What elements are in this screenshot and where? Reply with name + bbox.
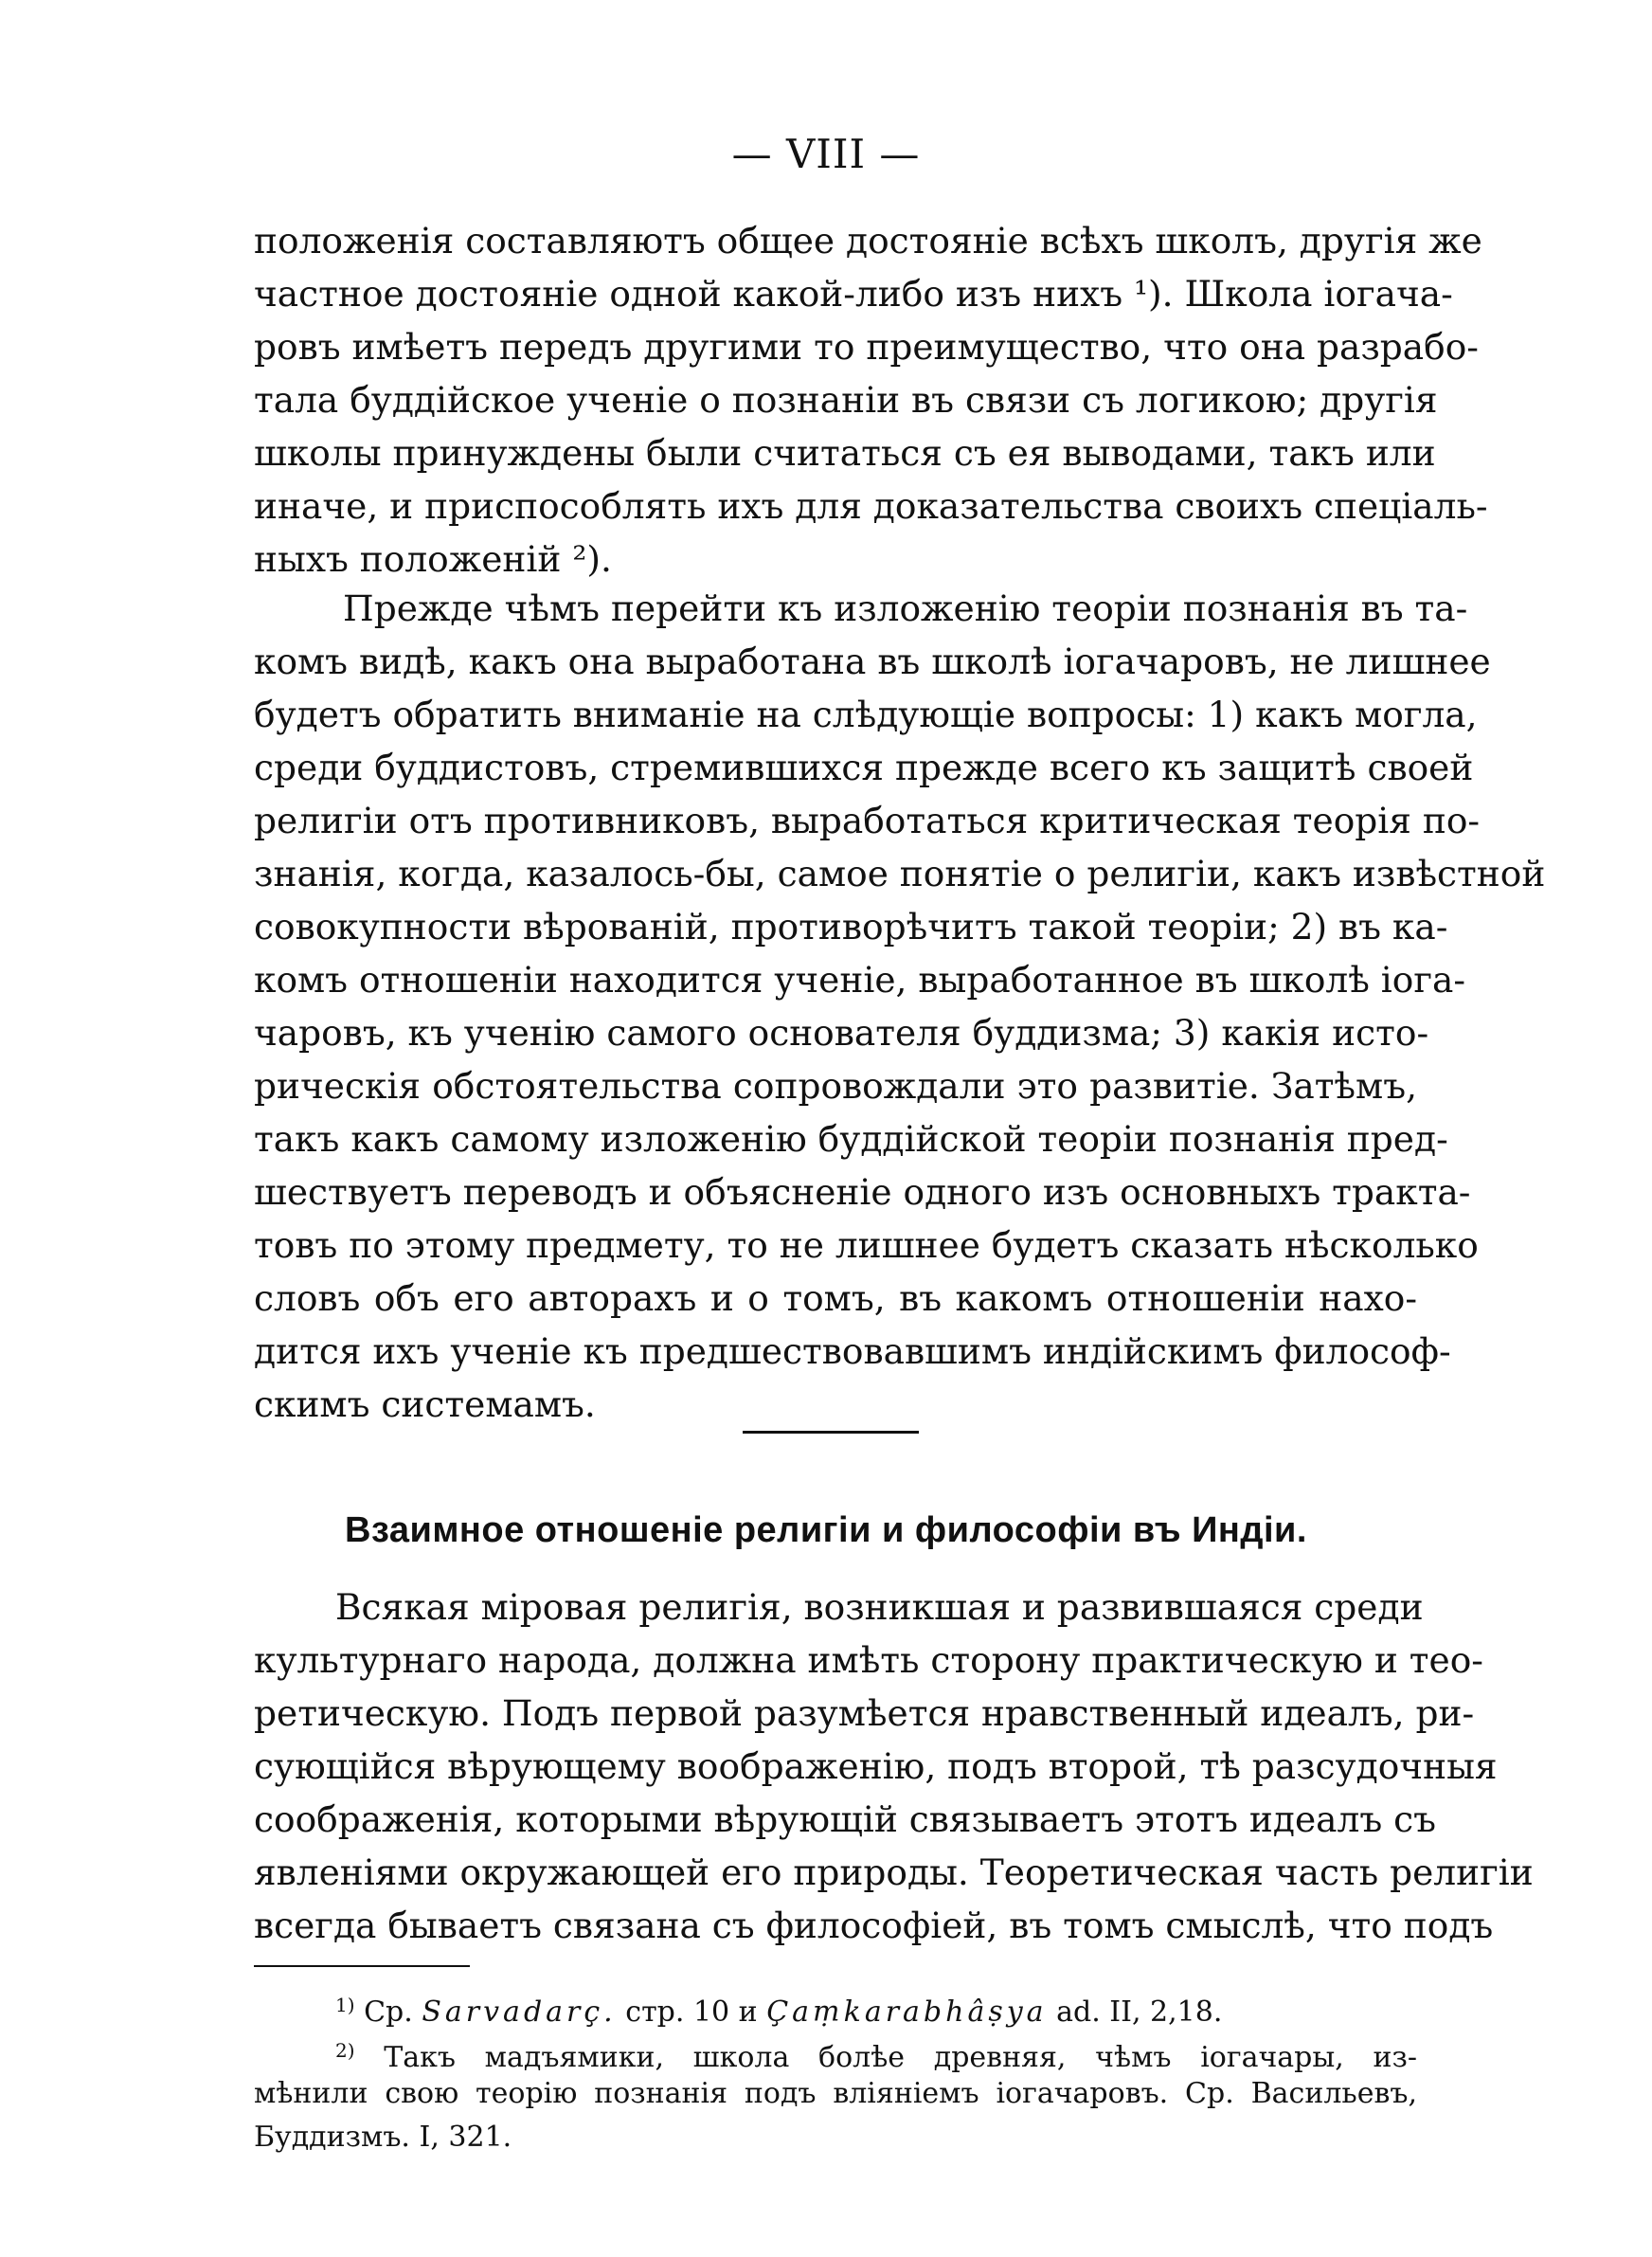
text-line: знанія, когда, казалось-бы, самое понятіе о религіи, какъ извѣстной — [254, 853, 1546, 894]
text-line: словъ объ его авторахъ и о томъ, въ какомъ отношеніи нахо- — [254, 1277, 1417, 1319]
text-line: ретическую. Подъ первой разумѣется нравственный идеалъ, ри- — [254, 1692, 1475, 1734]
footnote-2-line: Буддизмъ. I, 321. — [254, 2121, 512, 2154]
text-line: рическія обстоятельства сопровождали это развитіе. Затѣмъ, — [254, 1065, 1417, 1107]
footnote-mark: 2) — [335, 2039, 355, 2062]
footnote-text: Такъ мадъямики, школа болѣе древняя, чѣмъ іогачары, из- — [384, 2041, 1417, 2074]
text-line: соображенія, которыми вѣрующій связываетъ этотъ идеалъ съ — [254, 1798, 1436, 1840]
footnote-mark: 1) — [335, 1994, 355, 2016]
section-divider — [743, 1431, 919, 1434]
source-title: Çaṃkarabhâṣya — [766, 1995, 1048, 2029]
source-title: Sarvadarç. — [422, 1995, 617, 2029]
text-line: Прежде чѣмъ перейти къ изложенію теоріи познанія въ та- — [343, 587, 1468, 629]
text-line: шествуетъ переводъ и объясненіе одного изъ основныхъ тракта- — [254, 1171, 1471, 1213]
text-line: будетъ обратить вниманіе на слѣдующіе вопросы: 1) какъ могла, — [254, 694, 1478, 735]
footnote-2-line: мѣнили свою теорію познанія подъ вліяніемъ іогачаровъ. Ср. Васильевъ, — [254, 2077, 1417, 2110]
text-line: совокупности вѣрованій, противорѣчитъ такой теоріи; 2) въ ка- — [254, 906, 1448, 948]
section-heading: Взаимное отношеніе религіи и философіи въ Индіи. — [345, 1510, 1307, 1550]
paragraph-2 — [254, 582, 1546, 1431]
text-line: всегда бываетъ связана съ философіей, въ томъ смыслѣ, что подъ — [254, 1905, 1494, 1946]
text-line: скимъ системамъ. — [254, 1383, 596, 1425]
text-line: тала буддійское ученіе о познаніи въ связи съ логикою; другія — [254, 379, 1438, 421]
text-line: чаровъ, къ ученію самого основателя буддизма; 3) какія исто- — [254, 1012, 1429, 1054]
text-line: положенія составляютъ общее достояніе всѣхъ школъ, другія же — [254, 220, 1482, 262]
footnote-text: стр. 10 и — [625, 1995, 758, 2029]
footnote-2-line — [254, 2030, 1417, 2074]
text-line: культурнаго народа, должна имѣть сторону практическую и тео- — [254, 1639, 1483, 1681]
paragraph-1 — [254, 214, 1488, 586]
text-line: ныхъ положеній ²). — [254, 538, 612, 580]
text-line: религіи отъ противниковъ, выработаться критическая теорія по- — [254, 800, 1481, 841]
text-line: явленіями окружающей его природы. Теоретическая часть религіи — [254, 1851, 1534, 1893]
text-line: ровъ имѣетъ передъ другими то преимущество, что она разрабо- — [254, 326, 1479, 368]
text-line: дится ихъ ученіе къ предшествовавшимъ индійскимъ философ- — [254, 1330, 1451, 1372]
paragraph-3 — [254, 1580, 1534, 1952]
text-line: частное достояніе одной какой-либо изъ нихъ ¹). Школа іогача- — [254, 273, 1453, 315]
text-line: Всякая міровая религія, возникшая и развившаяся среди — [335, 1586, 1424, 1628]
text-line: комъ отношеніи находится ученіе, выработанное въ школѣ іога- — [254, 959, 1465, 1001]
text-line: товъ по этому предмету, то не лишнее будетъ сказать нѣсколько — [254, 1224, 1479, 1266]
text-line: комъ видѣ, какъ она выработана въ школѣ іогачаровъ, не лишнее — [254, 641, 1491, 682]
footnote-text: ad. II, 2,18. — [1056, 1995, 1223, 2029]
page-number: — VIII — — [731, 131, 921, 177]
text-line: школы принуждены были считаться съ ея выводами, такъ или — [254, 432, 1436, 474]
footnote-separator — [254, 1965, 470, 1967]
text-line: сующійся вѣрующему воображенію, подъ второй, тѣ разсудочныя — [254, 1745, 1498, 1787]
footnote-1 — [254, 1984, 1417, 2029]
text-line: среди буддистовъ, стремившихся прежде всего къ защитѣ своей — [254, 747, 1474, 788]
text-line: иначе, и приспособлять ихъ для доказательства своихъ спеціаль- — [254, 485, 1488, 527]
text-line: такъ какъ самому изложенію буддійской теоріи познанія пред- — [254, 1118, 1448, 1160]
footnote-text: Ср. — [364, 1995, 413, 2029]
